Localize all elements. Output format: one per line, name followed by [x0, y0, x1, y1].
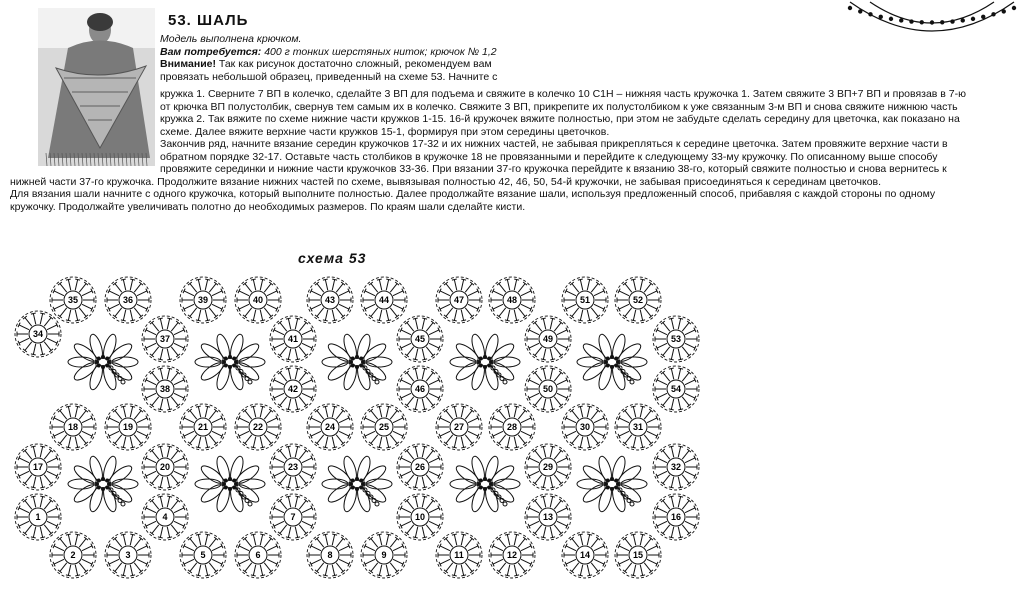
instruction-line: обратном порядке 32-17. Оставьте часть столбиков в кружочке 18 не провязанными и перейдите к следующему 33-му кружочку. По описанному выше способу	[160, 150, 938, 163]
materials-label: Вам потребуется:	[160, 45, 262, 58]
motif-number: 4	[162, 512, 168, 523]
motif-31	[615, 404, 661, 450]
motif-number: 38	[159, 384, 171, 395]
motif-41	[270, 316, 316, 362]
motif-number: 5	[200, 550, 206, 561]
motif-number: 37	[159, 334, 171, 345]
motif-18	[50, 404, 96, 450]
flower-motif	[322, 333, 392, 391]
motif-number: 36	[122, 295, 134, 306]
warning-line-2: провязать небольшой образец, приведенный на схеме 53. Начните с	[160, 70, 498, 83]
materials-line	[160, 46, 580, 59]
flower-motif	[68, 455, 138, 513]
flower-motif	[68, 333, 138, 391]
motif-25	[361, 404, 407, 450]
motif-35	[50, 277, 96, 323]
motif-number: 45	[414, 334, 426, 345]
motif-29	[525, 444, 571, 490]
motif-16	[653, 494, 699, 540]
motif-number: 51	[579, 295, 591, 306]
motif-number: 26	[414, 462, 426, 473]
flower-motif	[577, 333, 647, 391]
motif-number: 39	[197, 295, 209, 306]
motif-43	[307, 277, 353, 323]
motif-number: 14	[579, 550, 591, 561]
motif-44	[361, 277, 407, 323]
warning-line	[160, 58, 580, 71]
motif-34	[15, 311, 61, 357]
motif-number: 2	[70, 550, 76, 561]
motif-number: 15	[632, 550, 644, 561]
motif-47	[436, 277, 482, 323]
motif-1	[15, 494, 61, 540]
motif-number: 50	[542, 384, 554, 395]
motif-number: 49	[542, 334, 554, 345]
motif-22	[235, 404, 281, 450]
motif-number: 27	[453, 422, 465, 433]
motif-number: 22	[252, 422, 264, 433]
warning-text: Так как рисунок достаточно сложный, рекомендуем вам	[215, 58, 492, 70]
motif-37	[142, 316, 188, 362]
instruction-line: схеме. Далее вяжите верхние части кружков 15-1, формируя при этом середины цветочков.	[160, 125, 610, 138]
flower-motif	[322, 455, 392, 513]
motif-number: 48	[506, 295, 518, 306]
motif-number: 30	[579, 422, 591, 433]
motif-number: 35	[67, 295, 79, 306]
schema-title: схема 53	[298, 250, 367, 266]
instruction-line: от крючка ВП полустолбик, свернув тем самым их в колечко. Свяжите 3 ВП, прикрепите их полустолбиком к уже связанным 3-м ВП и снова свяжите нижнюю часть	[160, 100, 958, 113]
motif-30	[562, 404, 608, 450]
motif-24	[307, 404, 353, 450]
flower-motif	[450, 455, 520, 513]
motif-number: 34	[32, 329, 44, 340]
motif-4	[142, 494, 188, 540]
motif-9	[361, 532, 407, 578]
motif-number: 8	[327, 550, 333, 561]
motif-number: 29	[542, 462, 554, 473]
motif-49	[525, 316, 571, 362]
motif-number: 42	[287, 384, 299, 395]
motif-53	[653, 316, 699, 362]
motif-number: 47	[453, 295, 465, 306]
motif-number: 9	[381, 550, 387, 561]
motif-number: 7	[290, 512, 296, 523]
model-note: Модель выполнена крючком.	[160, 33, 302, 45]
motif-number: 10	[414, 512, 426, 523]
motif-number: 3	[125, 550, 131, 561]
crochet-diagram	[0, 262, 720, 599]
flower-motif	[450, 333, 520, 391]
pattern-header	[160, 12, 580, 83]
motif-number: 32	[670, 462, 682, 473]
motif-number: 23	[287, 462, 299, 473]
motif-14	[562, 532, 608, 578]
motif-number: 41	[287, 334, 299, 345]
motif-28	[489, 404, 535, 450]
motif-number: 13	[542, 512, 554, 523]
instruction-line: кружка 1. Сверните 7 ВП в колечко, сделайте 3 ВП для подъема и свяжите в колечко 10 С1Н – нижняя часть кружочка 1. Затем свяжите 3 ВП+7 ВП и провязав в 7-ю	[160, 88, 967, 100]
motif-3	[105, 532, 151, 578]
motif-number: 21	[197, 422, 209, 433]
instructions-text	[10, 88, 1022, 213]
motif-6	[235, 532, 281, 578]
instruction-line: кружочку. Продолжайте увеличивать полотно до необходимых размеров. По краям шали сделайте кисти.	[10, 200, 526, 213]
motif-7	[270, 494, 316, 540]
motif-5	[180, 532, 226, 578]
motif-52	[615, 277, 661, 323]
motif-number: 46	[414, 384, 426, 395]
motif-number: 24	[324, 422, 336, 433]
flower-motif	[195, 333, 265, 391]
flower-motif	[577, 455, 647, 513]
motif-number: 28	[506, 422, 518, 433]
pattern-title: 53. ШАЛЬ	[168, 12, 249, 29]
motif-50	[525, 366, 571, 412]
motif-number: 54	[670, 384, 682, 395]
motif-39	[180, 277, 226, 323]
motif-54	[653, 366, 699, 412]
materials-text: 400 г тонких шерстяных ниток; крючок № 1,2	[261, 45, 497, 58]
instruction-line: Закончив ряд, начните вязание середин кружочков 17-32 и их нижних частей, не забывая прикрепляться к середине цветочка. Затем провяжите верхние части в	[160, 138, 948, 150]
motif-15	[615, 532, 661, 578]
motif-number: 12	[506, 550, 518, 561]
motif-38	[142, 366, 188, 412]
motif-20	[142, 444, 188, 490]
motif-8	[307, 532, 353, 578]
motif-number: 17	[32, 462, 44, 473]
motif-23	[270, 444, 316, 490]
motif-number: 18	[67, 422, 79, 433]
motif-number: 16	[670, 512, 682, 523]
flower-motif	[195, 455, 265, 513]
motif-12	[489, 532, 535, 578]
motif-number: 52	[632, 295, 644, 306]
motif-number: 53	[670, 334, 682, 345]
motif-number: 44	[378, 295, 390, 306]
instruction-line: нижней части 37-го кружочка. Продолжите вязание нижних частей по схеме, вывязывая полностью 42, 46, 50, 54-й кружочки, не забывая присоединяться к серединам цветочков.	[10, 175, 882, 188]
motif-13	[525, 494, 571, 540]
motif-11	[436, 532, 482, 578]
adjacent-diagram-fragment	[840, 0, 1024, 42]
motif-2	[50, 532, 96, 578]
motif-number: 25	[378, 422, 390, 433]
motif-number: 20	[159, 462, 171, 473]
instruction-line: провяжите серединки и нижние части кружочков 33-36. При вязании 37-го кружочка перейдите к вязанию 38-го, который свяжите полностью и снова вернитесь к	[160, 163, 947, 175]
motif-32	[653, 444, 699, 490]
instruction-line: кружка 2. Так вяжите по схеме нижние части кружков 1-15. 16-й кружочек вяжите полностью, при этом не забудьте сделать середину для цветочка, как показано на	[160, 113, 960, 125]
motif-number: 1	[35, 512, 41, 523]
motif-10	[397, 494, 443, 540]
motif-40	[235, 277, 281, 323]
motif-number: 40	[252, 295, 264, 306]
motif-21	[180, 404, 226, 450]
motif-26	[397, 444, 443, 490]
motif-number: 19	[122, 422, 134, 433]
motif-36	[105, 277, 151, 323]
instruction-line: Для вязания шали начните с одного кружочка, который выполните полностью. Далее продолжайте вязание шали, используя предложенный способ, прибавляя с каждой стороны по одному	[10, 188, 936, 200]
motif-27	[436, 404, 482, 450]
warning-label: Внимание!	[160, 58, 216, 70]
motif-17	[15, 444, 61, 490]
motif-number: 43	[324, 295, 336, 306]
motif-51	[562, 277, 608, 323]
motif-number: 6	[255, 550, 261, 561]
motif-number: 11	[454, 550, 464, 561]
motif-45	[397, 316, 443, 362]
motif-46	[397, 366, 443, 412]
motif-42	[270, 366, 316, 412]
motif-48	[489, 277, 535, 323]
motif-19	[105, 404, 151, 450]
motif-number: 31	[632, 422, 644, 433]
